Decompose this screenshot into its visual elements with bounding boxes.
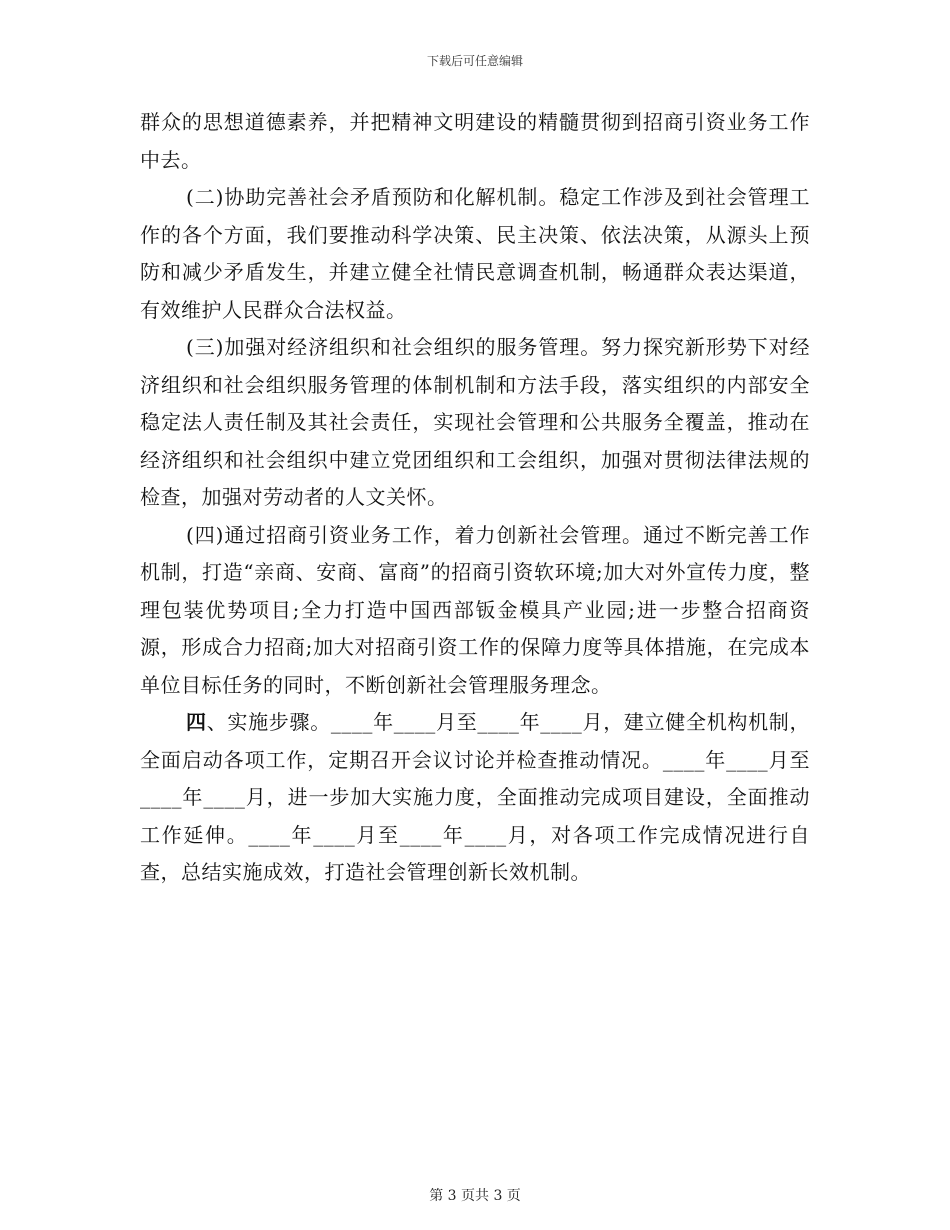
page-header: 下载后可任意编辑 <box>426 54 523 68</box>
page-number: 第 3 页共 3 页 <box>429 1188 521 1204</box>
section-heading-number: 四 <box>186 710 207 734</box>
implementation-steps-text: 、实施步骤。____年____月至____年____月，建立健全机构机制，全面启动各项工作，定期召开会议讨论并检查推动情况。____年____月至____年____月，进一步加大实施力度，全面推动完成项目建设，全面推动工作延伸。____年____月至____年____月，对各项工作完成情况进行自查，总结实施成效，打造社会管理创新长效机制。 <box>140 710 811 884</box>
document-body <box>140 104 810 892</box>
paragraph-section-3: (三)加强对经济组织和社会组织的服务管理。努力探究新形势下对经济组织和社会组织服务管理的体制机制和方法手段，落实组织的内部安全稳定法人责任制及其社会责任，实现社会管理和公共服务全覆盖，推动在经济组织和社会组织中建立党团组织和工会组织，加强对贯彻法律法规的检查，加强对劳动者的人文关怀。 <box>140 335 810 509</box>
paragraph-implementation-steps <box>140 704 810 892</box>
paragraph-section-2: (二)协助完善社会矛盾预防和化解机制。稳定工作涉及到社会管理工作的各个方面，我们要推动科学决策、民主决策、依法决策，从源头上预防和减少矛盾发生，并建立健全社情民意调查机制，畅通群众表达渠道，有效维护人民群众合法权益。 <box>140 185 810 322</box>
paragraph-section-4: (四)通过招商引资业务工作，着力创新社会管理。通过不断完善工作机制，打造“亲商、安商、富商”的招商引资软环境;加大对外宣传力度，整理包装优势项目;全力打造中国西部钣金模具产业园;进一步整合招商资源，形成合力招商;加大对招商引资工作的保障力度等具体措施，在完成本单位目标任务的同时，不断创新社会管理服务理念。 <box>140 522 810 697</box>
paragraph-continuation: 群众的思想道德素养，并把精神文明建设的精髓贯彻到招商引资业务工作中去。 <box>140 110 810 172</box>
